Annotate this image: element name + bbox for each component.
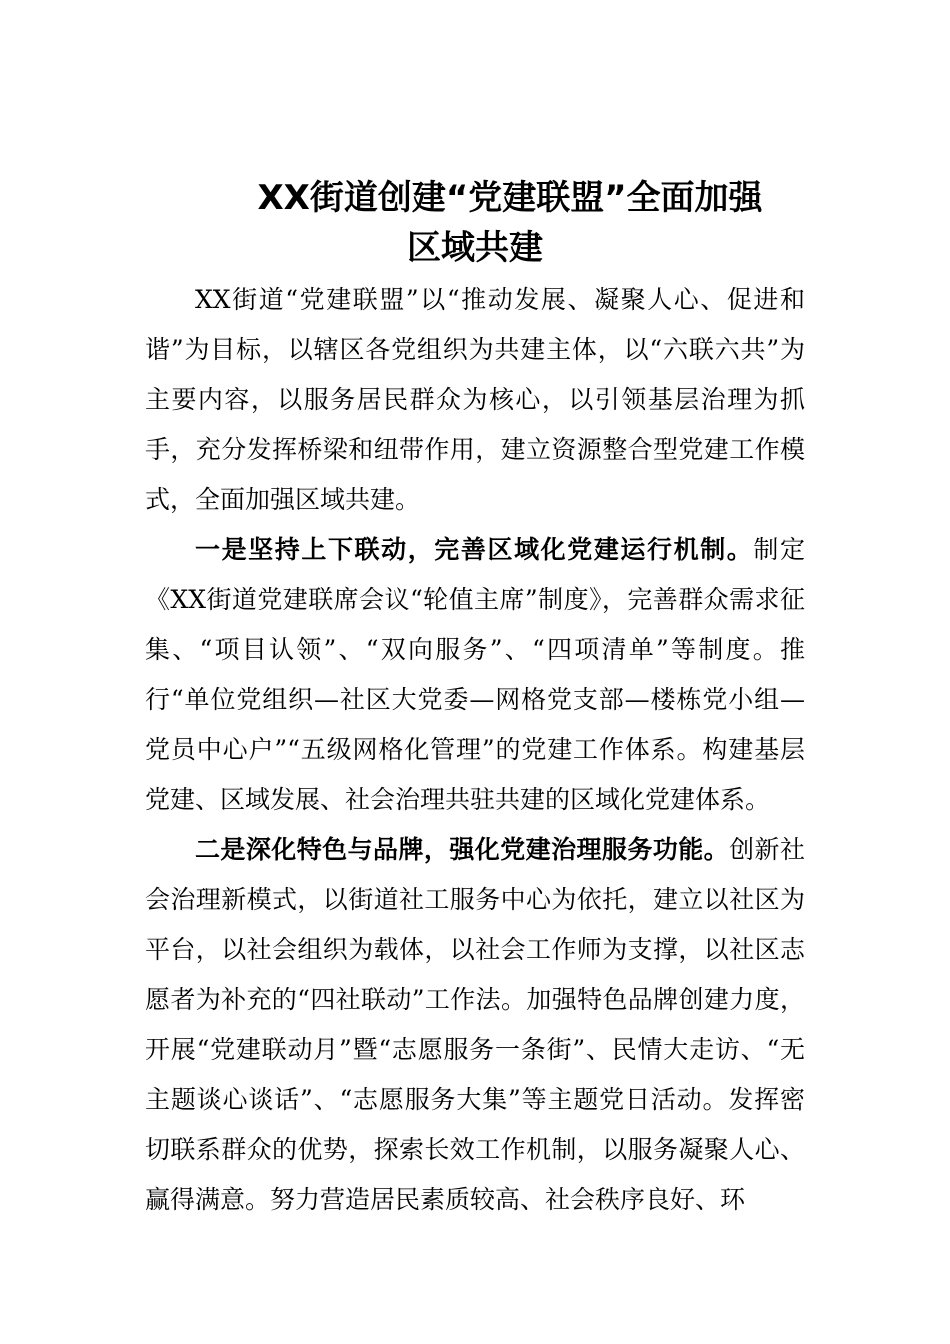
document-title-line-1: XX街道创建“党建联盟”全面加强 <box>257 178 763 218</box>
paragraph-text: XX街道“党建联盟”以“推动发展、凝聚人心、促进和谐”为目标，以辖区各党组织为共建主体，以“六联六共”为主要内容，以服务居民群众为核心，以引领基层治理为抓手，充分发挥桥梁和纽带作用，建立资源整合型党建工作模式，全面加强区域共建。 <box>145 285 805 514</box>
paragraph-text: 创新社会治理新模式，以街道社工服务中心为依托，建立以社区为平台，以社会组织为载体，以社会工作师为支撑，以社区志愿者为补充的“四社联动”工作法。加强特色品牌创建力度，开展“党建联动月”暨“志愿服务一条街”、民情大走访、“无主题谈心谈话”、“志愿服务大集”等主题党日活动。发挥密切联系群众的优势，探索长效工作机制，以服务凝聚人心、赢得满意。努力营造居民素质较高、社会秩序良好、环 <box>145 835 805 1214</box>
paragraph-lead: 二是深化特色与品牌，强化党建治理服务功能。 <box>195 835 730 864</box>
paragraph-point-2 <box>145 825 805 1225</box>
paragraph-point-1 <box>145 525 805 825</box>
document-body <box>145 275 805 1225</box>
document-title-line-2: 区域共建 <box>407 228 543 268</box>
paragraph-text: 制定《XX街道党建联席会议“轮值主席”制度》，完善群众需求征集、“项目认领”、“双向服务”、“四项清单”等制度。推行“单位党组织—社区大党委—网格党支部—楼栋党小组—党员中心户”“五级网格化管理”的党建工作体系。构建基层党建、区域发展、社会治理共驻共建的区域化党建体系。 <box>145 535 805 814</box>
paragraph-intro <box>145 275 805 525</box>
paragraph-lead: 一是坚持上下联动，完善区域化党建运行机制。 <box>195 535 754 564</box>
